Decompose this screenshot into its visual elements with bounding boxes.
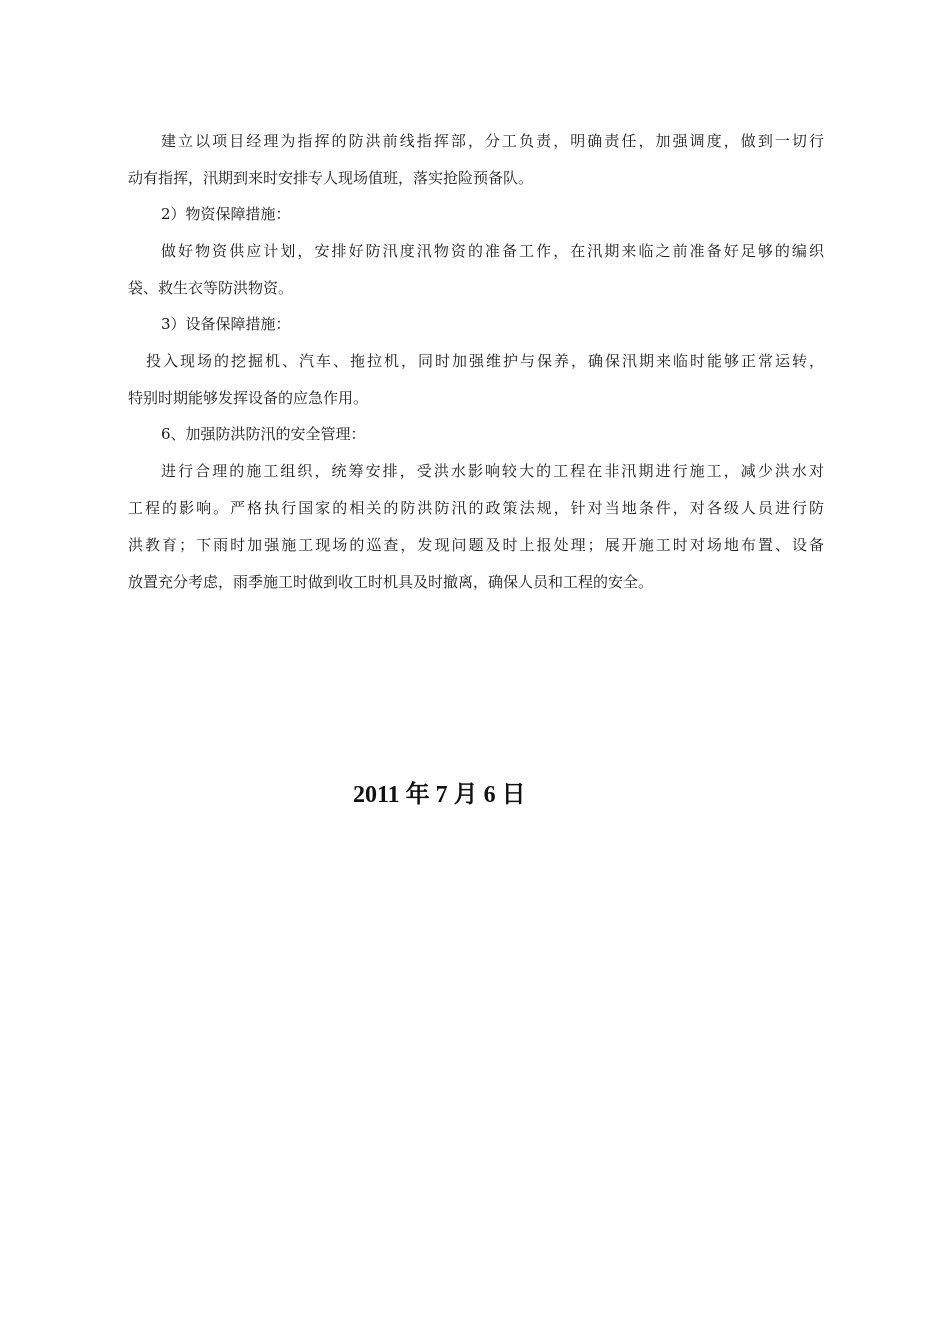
heading-equipment: 3）设备保障措施： [161,315,291,333]
heading-materials: 2）物资保障措施： [161,205,291,223]
paragraph-equipment-line-2: 特别时期能够发挥设备的应急作用。 [128,389,369,407]
document-date: 2011 年 7 月 6 日 [353,782,526,808]
paragraph-safety-line-4: 放置充分考虑，雨季施工时做到收工时机具及时撤离，确保人员和工程的安全。 [128,573,654,591]
paragraph-materials-line-1: 做好物资供应计划，安排好防汛度汛物资的准备工作，在汛期来临之前准备好足够的编织 [161,242,824,260]
paragraph-safety-line-2: 工程的影响。严格执行国家的相关的防洪防汛的政策法规，针对当地条件，对各级人员进行防 [128,499,824,517]
paragraph-command-line-1: 建立以项目经理为指挥的防洪前线指挥部，分工负责，明确责任，加强调度，做到一切行 [161,132,824,150]
heading-safety-management: 6、加强防洪防汛的安全管理： [161,425,366,443]
paragraph-command-line-2: 动有指挥，汛期到来时安排专人现场值班，落实抢险预备队。 [128,169,534,187]
paragraph-equipment-line-1: 投入现场的挖掘机、汽车、拖拉机，同时加强维护与保养，确保汛期来临时能够正常运转， [146,352,824,370]
paragraph-materials-line-2: 袋、救生衣等防洪物资。 [128,279,294,297]
paragraph-safety-line-3: 洪教育；下雨时加强施工现场的巡查，发现问题及时上报处理；展开施工时对场地布置、设备 [128,536,824,554]
document-body [128,131,824,592]
paragraph-safety-line-1: 进行合理的施工组织，统筹安排，受洪水影响较大的工程在非汛期进行施工，减少洪水对 [161,462,824,480]
